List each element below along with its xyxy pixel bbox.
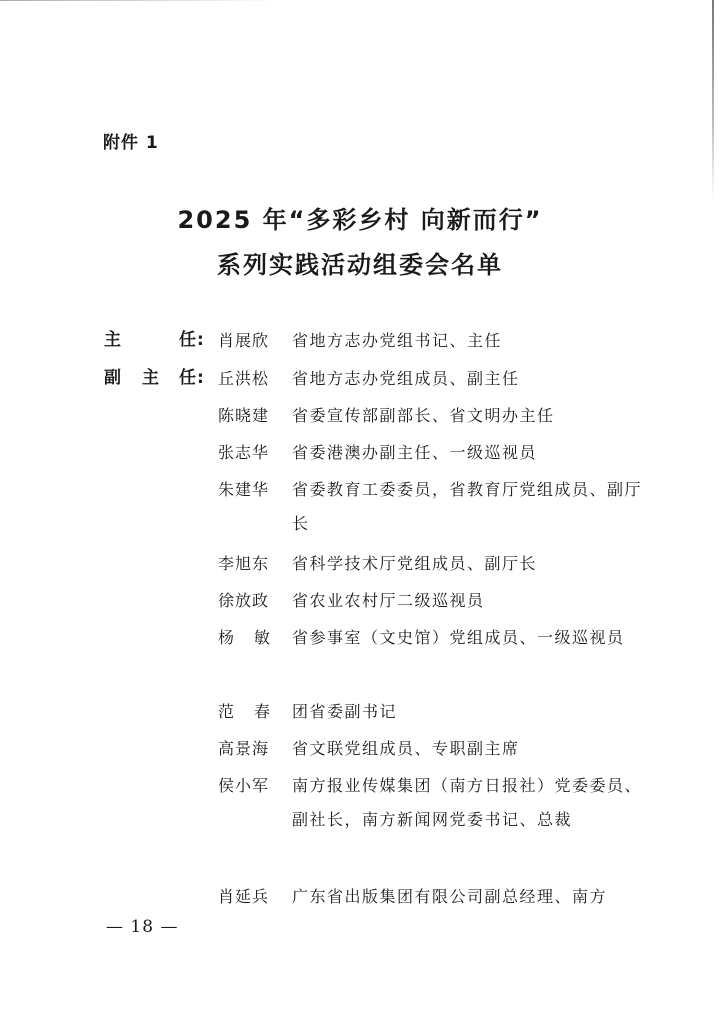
member-title: 省委教育工委委员，省教育厅党组成员、副厅长 xyxy=(292,480,643,533)
role-deputy-char1: 副 xyxy=(104,368,121,388)
member-title: 省参事室（文史馆）党组成员、一级巡视员 xyxy=(292,628,625,647)
member-name: 肖延兵 xyxy=(218,887,270,906)
role-director xyxy=(104,328,204,352)
member-name: 侯小军 xyxy=(218,776,270,795)
role-deputy-char2: 主 xyxy=(142,368,159,388)
role-deputy-char3: 任 xyxy=(179,368,196,388)
member-title: 省委港澳办副主任、一级巡视员 xyxy=(292,443,538,462)
role-director-char1: 主 xyxy=(104,330,121,350)
member-name: 朱建华 xyxy=(218,480,270,499)
member-title: 广东省出版集团有限公司副总经理、南方 xyxy=(292,887,608,906)
role-deputy-colon: : xyxy=(197,368,204,388)
member-name-char: 杨 xyxy=(218,628,235,647)
member-title: 南方报业传媒集团（南方日报社）党委委员、副社长，南方新闻网党委书记、总裁 xyxy=(292,776,643,829)
member-name: 肖展欣 xyxy=(218,331,270,350)
member-name: 丘洪松 xyxy=(218,369,270,388)
member-title: 省科学技术厅党组成员、副厅长 xyxy=(292,554,538,573)
member-name-char: 春 xyxy=(253,702,270,721)
scan-edge-top xyxy=(0,0,280,1)
member-name-char: 敏 xyxy=(253,628,270,647)
member-title: 省地方志办党组成员、副主任 xyxy=(292,369,520,388)
page-title-line2: 系列实践活动组委会名单 xyxy=(217,251,503,279)
member-title: 省委宣传部副部长、省文明办主任 xyxy=(292,406,555,425)
member-name: 徐放政 xyxy=(218,591,270,610)
role-deputy-director xyxy=(104,366,204,390)
member-title: 省地方志办党组书记、主任 xyxy=(292,331,503,350)
scan-edge-right xyxy=(712,0,714,200)
member-name xyxy=(218,626,270,650)
page-title-line1: 2025 年“多彩乡村 向新而行” xyxy=(177,206,543,234)
member-name: 高景海 xyxy=(218,739,270,758)
member-title: 省农业农村厅二级巡视员 xyxy=(292,591,485,610)
role-director-colon: : xyxy=(197,330,204,350)
member-title: 团省委副书记 xyxy=(292,702,398,721)
member-name xyxy=(218,700,270,724)
attachment-label: 附件 1 xyxy=(103,133,159,153)
member-name-char: 范 xyxy=(218,702,235,721)
member-title: 省文联党组成员、专职副主席 xyxy=(292,739,520,758)
member-name: 李旭东 xyxy=(218,554,270,573)
member-name: 张志华 xyxy=(218,443,270,462)
page-number: — 18 — xyxy=(106,917,179,937)
role-director-char2: 任 xyxy=(179,330,196,350)
member-name: 陈晓建 xyxy=(218,406,270,425)
